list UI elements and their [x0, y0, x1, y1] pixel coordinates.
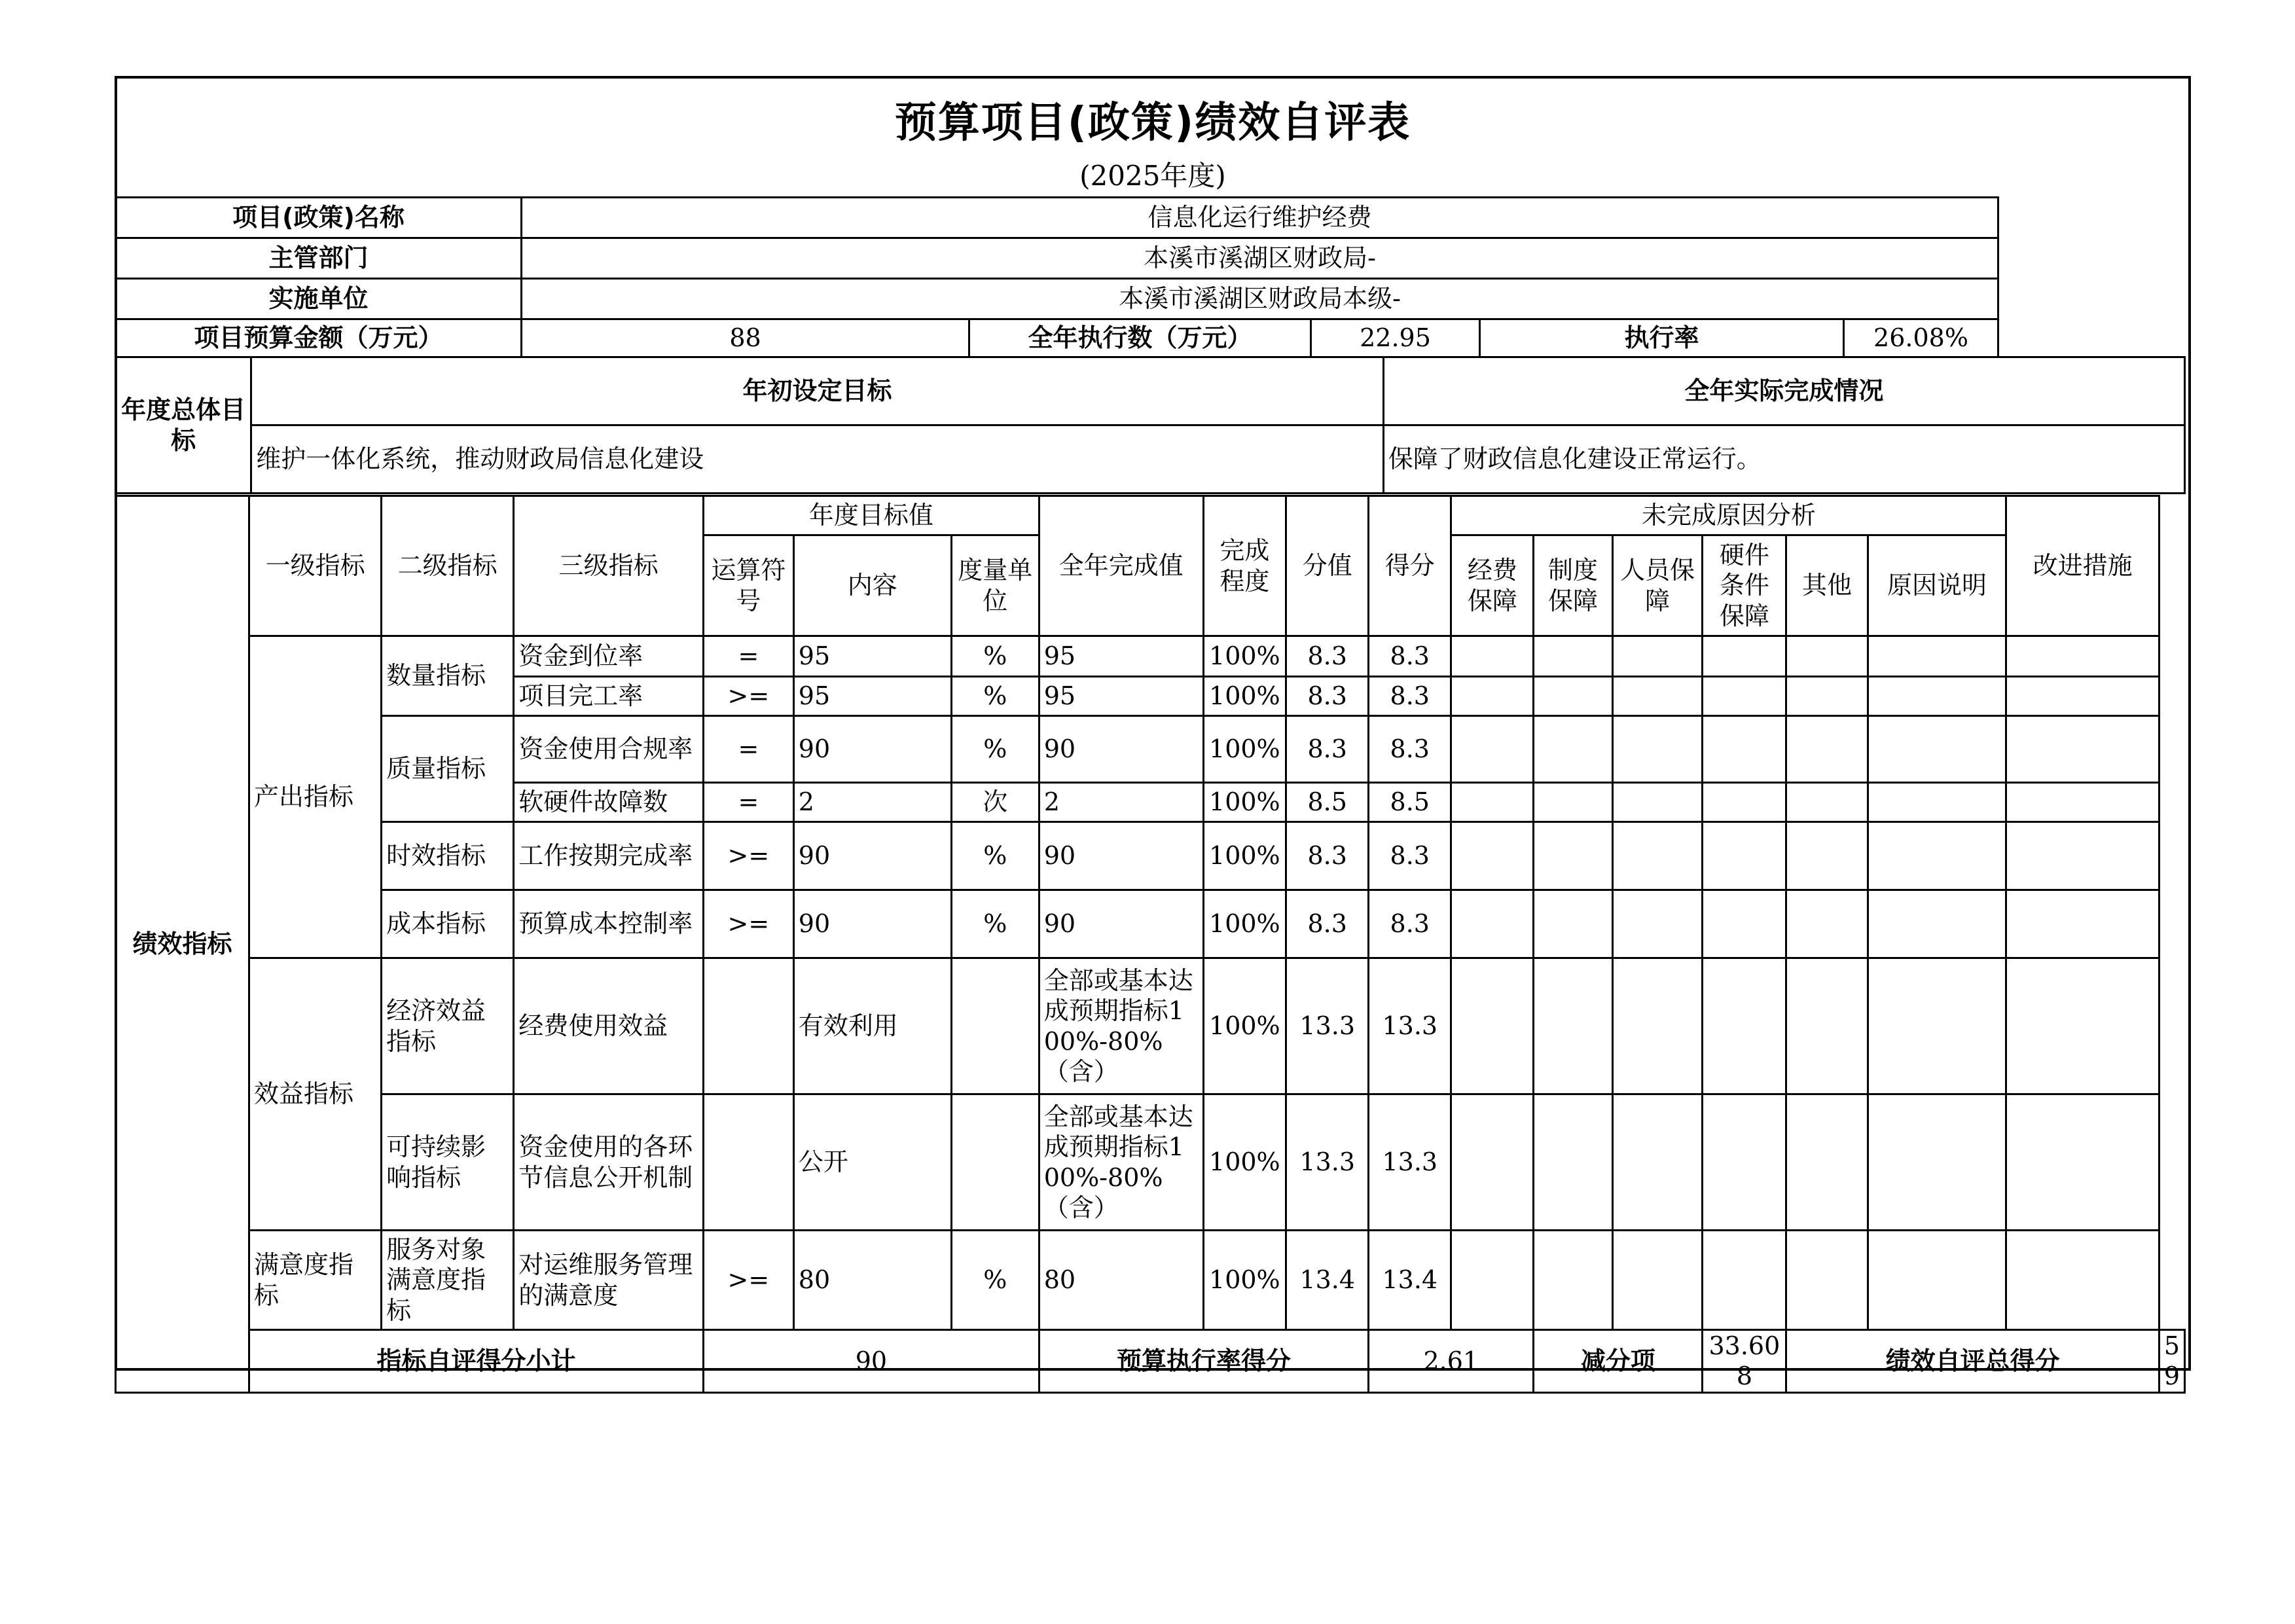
set-goal-header: 年初设定目标: [251, 357, 1384, 425]
empty-cell: [1703, 716, 1786, 783]
unit-cell: %: [951, 1231, 1039, 1330]
score-cell: 8.3: [1369, 677, 1451, 716]
indicator-name: 资金到位率: [514, 636, 704, 677]
empty-cell: [2006, 636, 2159, 677]
indicator-name: 资金使用合规率: [514, 716, 704, 783]
value-cell: 8.5: [1286, 783, 1369, 822]
empty-cell: [2006, 958, 2159, 1094]
empty-cell: [1612, 1231, 1703, 1330]
indicator-table: [115, 495, 2186, 1394]
value-cell: 8.3: [1286, 716, 1369, 783]
operator-cell: =: [704, 636, 794, 677]
empty-cell: [1451, 958, 1534, 1094]
empty-cell: [2006, 783, 2159, 822]
content-cell: 80: [793, 1231, 951, 1330]
exec-score-label: 预算执行率得分: [1039, 1330, 1369, 1393]
empty-cell: [1786, 958, 1868, 1094]
empty-cell: [1868, 677, 2006, 716]
empty-cell: [2006, 890, 2159, 958]
empty-cell: [1612, 783, 1703, 822]
empty-cell: [1786, 1094, 1868, 1231]
empty-cell: [2006, 716, 2159, 783]
exec-score-value: 2.61: [1369, 1330, 1534, 1393]
unit-value: 本溪市溪湖区财政局本级-: [522, 279, 1998, 319]
content-cell: 95: [793, 677, 951, 716]
actual-cell: 90: [1039, 716, 1203, 783]
empty-cell: [1534, 636, 1612, 677]
empty-cell: [1786, 677, 1868, 716]
empty-cell: [1703, 783, 1786, 822]
table-row: [116, 1231, 2185, 1330]
empty-cell: [1612, 677, 1703, 716]
empty-cell: [1868, 1094, 2006, 1231]
indicator-name: 项目完工率: [514, 677, 704, 716]
group-cost: 成本指标: [382, 890, 514, 958]
unit-cell: 次: [951, 783, 1039, 822]
indicator-name: 对运维服务管理的满意度: [514, 1231, 704, 1330]
executed-label: 全年执行数（万元）: [969, 319, 1311, 357]
value-cell: 8.3: [1286, 636, 1369, 677]
score-cell: 8.3: [1369, 636, 1451, 677]
actual-cell: 90: [1039, 890, 1203, 958]
operator-cell: [704, 958, 794, 1094]
table-row: [116, 636, 2185, 677]
completion-header: 完成程度: [1203, 496, 1286, 636]
subtotal-label: 指标自评得分小计: [249, 1330, 704, 1393]
unit-cell: %: [951, 677, 1039, 716]
empty-cell: [1534, 677, 1612, 716]
funding-header: 经费保障: [1451, 535, 1534, 636]
actual-goal-header: 全年实际完成情况: [1383, 357, 2184, 425]
empty-cell: [2006, 822, 2159, 890]
rate-label: 执行率: [1480, 319, 1844, 357]
empty-cell: [1703, 822, 1786, 890]
group-timeliness: 时效指标: [382, 822, 514, 890]
actual-cell: 95: [1039, 677, 1203, 716]
empty-cell: [1612, 822, 1703, 890]
empty-cell: [1703, 1231, 1786, 1330]
empty-cell: [1612, 958, 1703, 1094]
indicator-name: 资金使用的各环节信息公开机制: [514, 1094, 704, 1231]
group-quality: 质量指标: [382, 716, 514, 822]
empty-cell: [1534, 783, 1612, 822]
empty-cell: [1534, 1094, 1612, 1231]
content-cell: 有效利用: [793, 958, 951, 1094]
annual-target-header: 年度目标值: [704, 496, 1039, 535]
group-sustainable: 可持续影响指标: [382, 1094, 514, 1231]
empty-cell: [1451, 636, 1534, 677]
group-benefit: 效益指标: [249, 958, 382, 1231]
empty-cell: [1786, 783, 1868, 822]
improvement-header: 改进措施: [2006, 496, 2159, 636]
rate-value: 26.08%: [1844, 319, 1998, 357]
operator-header: 运算符号: [704, 535, 794, 636]
score-value-header: 分值: [1286, 496, 1369, 636]
completion-cell: 100%: [1203, 636, 1286, 677]
total-score-value: 59: [2159, 1330, 2184, 1393]
unit-header: 度量单位: [951, 535, 1039, 636]
basic-info-table: [115, 196, 1999, 358]
empty-cell: [1534, 822, 1612, 890]
page-title: 预算项目(政策)绩效自评表: [894, 99, 1411, 147]
content-cell: 2: [793, 783, 951, 822]
year-subtitle: (2025年度): [1079, 160, 1226, 192]
deduction-value: 33.608: [1703, 1330, 1786, 1393]
budget-label: 项目预算金额（万元）: [116, 319, 522, 357]
group-service: 服务对象满意度指标: [382, 1231, 514, 1330]
empty-cell: [1534, 716, 1612, 783]
indicator-name: 工作按期完成率: [514, 822, 704, 890]
actual-cell: 95: [1039, 636, 1203, 677]
empty-cell: [1451, 677, 1534, 716]
empty-cell: [1703, 890, 1786, 958]
indicator-name: 预算成本控制率: [514, 890, 704, 958]
empty-cell: [1451, 716, 1534, 783]
empty-cell: [1868, 716, 2006, 783]
value-cell: 8.3: [1286, 677, 1369, 716]
title-block: [117, 79, 2188, 199]
completion-cell: 100%: [1203, 1231, 1286, 1330]
operator-cell: [704, 1094, 794, 1231]
annual-goal-table: [115, 356, 2186, 494]
budget-value: 88: [522, 319, 969, 357]
system-header: 制度保障: [1534, 535, 1612, 636]
score-cell: 8.5: [1369, 783, 1451, 822]
unit-cell: [951, 958, 1039, 1094]
empty-cell: [1868, 783, 2006, 822]
dept-value: 本溪市溪湖区财政局-: [522, 238, 1998, 279]
level3-header: 三级指标: [514, 496, 704, 636]
completion-cell: 100%: [1203, 716, 1286, 783]
empty-cell: [1868, 1231, 2006, 1330]
content-cell: 95: [793, 636, 951, 677]
empty-cell: [1451, 1094, 1534, 1231]
actual-cell: 全部或基本达成预期指标100%-80%（含）: [1039, 1094, 1203, 1231]
level2-header: 二级指标: [382, 496, 514, 636]
empty-cell: [1612, 890, 1703, 958]
group-economic: 经济效益指标: [382, 958, 514, 1094]
unit-cell: %: [951, 636, 1039, 677]
unit-cell: %: [951, 822, 1039, 890]
actual-header: 全年完成值: [1039, 496, 1203, 636]
score-header: 得分: [1369, 496, 1451, 636]
empty-cell: [1451, 783, 1534, 822]
personnel-header: 人员保障: [1612, 535, 1703, 636]
unit-cell: [951, 1094, 1039, 1231]
unit-label: 实施单位: [116, 279, 522, 319]
empty-cell: [1703, 636, 1786, 677]
empty-cell: [1451, 822, 1534, 890]
empty-cell: [1786, 716, 1868, 783]
empty-cell: [1868, 890, 2006, 958]
empty-cell: [1612, 636, 1703, 677]
table-row: [116, 890, 2185, 958]
content-cell: 90: [793, 890, 951, 958]
group-quantity: 数量指标: [382, 636, 514, 716]
completion-cell: 100%: [1203, 958, 1286, 1094]
empty-cell: [1868, 822, 2006, 890]
evaluation-sheet: [115, 76, 2191, 1391]
score-cell: 13.3: [1369, 958, 1451, 1094]
operator-cell: >=: [704, 677, 794, 716]
deduction-label: 减分项: [1534, 1330, 1703, 1393]
project-name-value: 信息化运行维护经费: [522, 198, 1998, 238]
value-cell: 8.3: [1286, 890, 1369, 958]
empty-cell: [1868, 636, 2006, 677]
unit-cell: %: [951, 890, 1039, 958]
empty-cell: [1786, 822, 1868, 890]
operator-cell: >=: [704, 890, 794, 958]
project-name-label: 项目(政策)名称: [116, 198, 522, 238]
operator-cell: =: [704, 783, 794, 822]
content-cell: 公开: [793, 1094, 951, 1231]
table-row: [116, 958, 2185, 1094]
executed-value: 22.95: [1311, 319, 1480, 357]
empty-cell: [1534, 958, 1612, 1094]
empty-cell: [1451, 1231, 1534, 1330]
completion-cell: 100%: [1203, 1094, 1286, 1231]
empty-cell: [1703, 677, 1786, 716]
dept-label: 主管部门: [116, 238, 522, 279]
group-satisfaction: 满意度指标: [249, 1231, 382, 1330]
empty-cell: [1703, 958, 1786, 1094]
empty-cell: [1612, 716, 1703, 783]
performance-indicators-label: 绩效指标: [116, 496, 249, 1393]
unit-cell: %: [951, 716, 1039, 783]
hardware-header: 硬件条件保障: [1703, 535, 1786, 636]
completion-cell: 100%: [1203, 890, 1286, 958]
empty-cell: [1786, 890, 1868, 958]
completion-cell: 100%: [1203, 783, 1286, 822]
score-cell: 13.3: [1369, 1094, 1451, 1231]
indicator-name: 经费使用效益: [514, 958, 704, 1094]
explanation-header: 原因说明: [1868, 535, 2006, 636]
empty-cell: [1534, 1231, 1612, 1330]
table-row: [116, 1094, 2185, 1231]
reason-analysis-header: 未完成原因分析: [1451, 496, 2006, 535]
empty-cell: [1534, 890, 1612, 958]
content-header: 内容: [793, 535, 951, 636]
group-output: 产出指标: [249, 636, 382, 958]
table-row: [116, 716, 2185, 783]
actual-cell: 2: [1039, 783, 1203, 822]
empty-cell: [1612, 1094, 1703, 1231]
actual-cell: 全部或基本达成预期指标100%-80%（含）: [1039, 958, 1203, 1094]
value-cell: 13.4: [1286, 1231, 1369, 1330]
value-cell: 13.3: [1286, 958, 1369, 1094]
empty-cell: [2006, 677, 2159, 716]
empty-cell: [1703, 1094, 1786, 1231]
empty-cell: [1786, 636, 1868, 677]
level1-header: 一级指标: [249, 496, 382, 636]
content-cell: 90: [793, 716, 951, 783]
operator-cell: =: [704, 716, 794, 783]
set-goal-text: 维护一体化系统，推动财政局信息化建设: [251, 425, 1384, 494]
operator-cell: >=: [704, 822, 794, 890]
completion-cell: 100%: [1203, 822, 1286, 890]
annual-goal-label: 年度总体目标: [116, 357, 251, 494]
empty-cell: [2006, 1231, 2159, 1330]
empty-cell: [2006, 1094, 2159, 1231]
empty-cell: [1786, 1231, 1868, 1330]
score-cell: 8.3: [1369, 822, 1451, 890]
score-cell: 8.3: [1369, 716, 1451, 783]
score-cell: 13.4: [1369, 1231, 1451, 1330]
value-cell: 8.3: [1286, 822, 1369, 890]
subtotal-value: 90: [704, 1330, 1039, 1393]
summary-row: [116, 1330, 2185, 1393]
score-cell: 8.3: [1369, 890, 1451, 958]
completion-cell: 100%: [1203, 677, 1286, 716]
actual-cell: 90: [1039, 822, 1203, 890]
actual-cell: 80: [1039, 1231, 1203, 1330]
indicator-name: 软硬件故障数: [514, 783, 704, 822]
empty-cell: [1868, 958, 2006, 1094]
empty-cell: [1451, 890, 1534, 958]
actual-goal-text: 保障了财政信息化建设正常运行。: [1383, 425, 2184, 494]
other-header: 其他: [1786, 535, 1868, 636]
content-cell: 90: [793, 822, 951, 890]
table-row: [116, 822, 2185, 890]
operator-cell: >=: [704, 1231, 794, 1330]
total-score-label: 绩效自评总得分: [1786, 1330, 2159, 1393]
value-cell: 13.3: [1286, 1094, 1369, 1231]
